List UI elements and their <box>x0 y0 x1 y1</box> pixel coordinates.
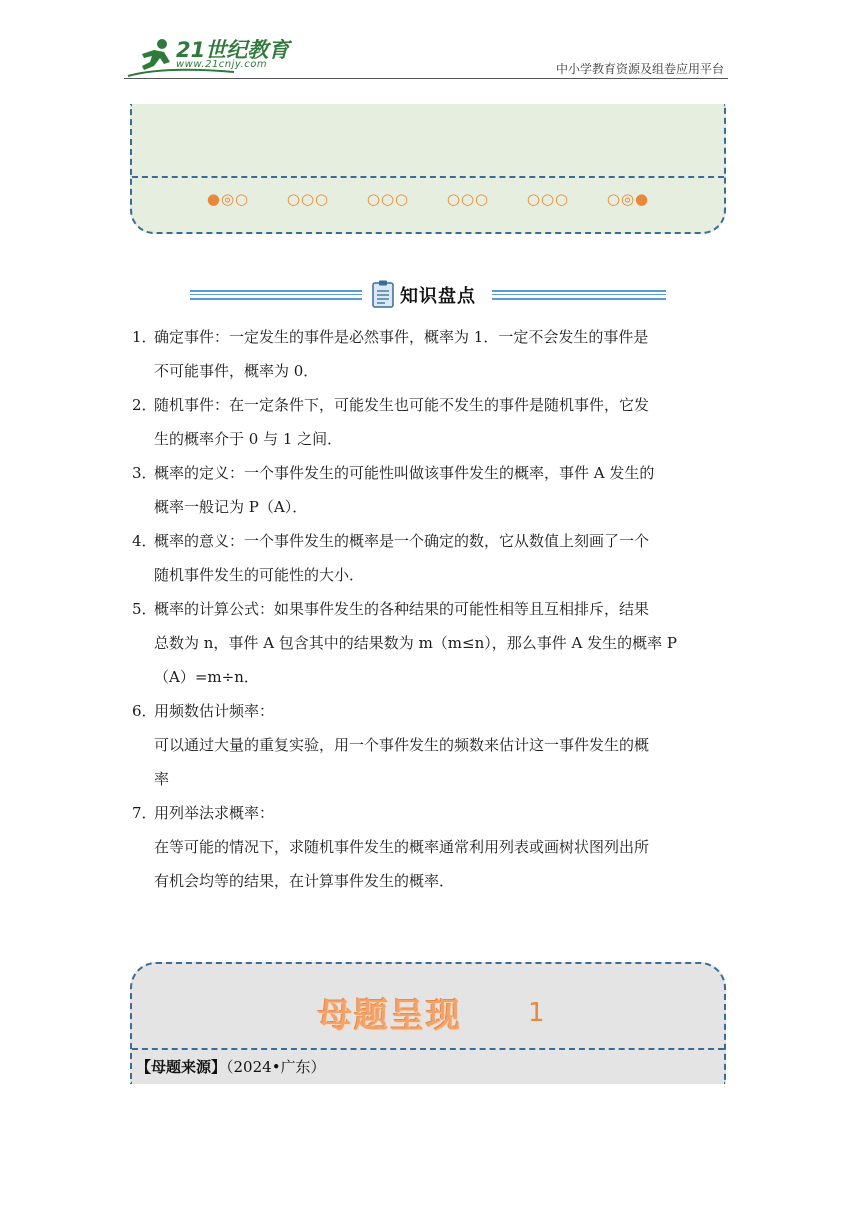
item-number: 1． <box>132 328 157 346</box>
dot-group: ○○○ <box>526 190 570 208</box>
source-label: 【母题来源】 <box>136 1058 227 1076</box>
item-detail-line: 率 <box>154 770 170 788</box>
list-item <box>132 388 732 456</box>
top-green-box <box>130 104 726 234</box>
list-item <box>132 320 732 388</box>
section-title-label: 知识盘点 <box>400 286 476 307</box>
dashed-divider <box>132 176 724 178</box>
source-value: （2024•广东） <box>226 1058 326 1076</box>
item-line: 概率的意义：一个事件发生的概率是一个确定的数，它从数值上刻画了一个 <box>154 532 650 550</box>
item-number: 4． <box>132 532 157 550</box>
mother-question-title: 母题呈现 <box>318 996 462 1036</box>
title-decor-lines-left <box>190 290 362 300</box>
item-line: 生的概率介于 0 与 1 之间． <box>154 430 343 448</box>
mother-question-number: 1 <box>528 998 545 1028</box>
logo-url: www.21cnjy.com <box>176 59 268 70</box>
item-line: 随机事件：在一定条件下，可能发生也可能不发生的事件是随机事件，它发 <box>154 396 650 414</box>
item-line: 随机事件发生的可能性的大小． <box>154 566 365 584</box>
list-item <box>132 456 732 524</box>
list-item <box>132 796 732 898</box>
question-source <box>136 1056 326 1077</box>
logo-text: 21世纪教育 <box>176 38 290 62</box>
progress-dots <box>132 190 724 208</box>
title-decor-lines-right <box>492 290 666 300</box>
item-line: 概率一般记为 P（A）． <box>154 498 308 516</box>
item-line: 确定事件：一定发生的事件是必然事件，概率为 1．一定不会发生的事件是 <box>154 328 649 346</box>
header-rule <box>124 78 728 79</box>
dashed-divider <box>132 1048 724 1050</box>
item-line: 用列举法求概率： <box>154 804 275 822</box>
item-number: 3． <box>132 464 157 482</box>
item-detail-line: 有机会均等的结果，在计算事件发生的概率． <box>154 872 455 890</box>
item-detail-line: 可以通过大量的重复实验，用一个事件发生的频数来估计这一事件发生的概 <box>154 736 650 754</box>
list-item <box>132 592 732 694</box>
item-line: 不可能事件，概率为 0． <box>154 362 319 380</box>
item-number: 6． <box>132 702 157 720</box>
item-detail-line: 在等可能的情况下，求随机事件发生的概率通常利用列表或画树状图列出所 <box>154 838 650 856</box>
item-line: 概率的定义：一个事件发生的可能性叫做该事件发生的概率，事件 A 发生的 <box>154 464 655 482</box>
dot-group: ○○○ <box>286 190 330 208</box>
item-number: 5． <box>132 600 157 618</box>
section-title <box>190 282 666 308</box>
knowledge-list <box>132 320 732 898</box>
dot-group: ○◎● <box>606 190 650 208</box>
list-item <box>132 694 732 796</box>
item-line: 用频数估计频率： <box>154 702 275 720</box>
mother-question-box <box>130 962 726 1084</box>
item-line: （A）=m÷n． <box>154 668 259 686</box>
list-item <box>132 524 732 592</box>
dot-group: ○○○ <box>446 190 490 208</box>
item-number: 7． <box>132 804 157 822</box>
item-number: 2． <box>132 396 157 414</box>
document-icon <box>372 280 394 308</box>
header-tagline: 中小学教育资源及组卷应用平台 <box>555 62 724 76</box>
item-line: 概率的计算公式：如果事件发生的各种结果的可能性相等且互相排斥，结果 <box>154 600 650 618</box>
item-line: 总数为 n，事件 A 包含其中的结果数为 m（m≤n），那么事件 A 发生的概率 P <box>154 634 677 652</box>
dot-group: ●◎○ <box>206 190 250 208</box>
dot-group: ○○○ <box>366 190 410 208</box>
